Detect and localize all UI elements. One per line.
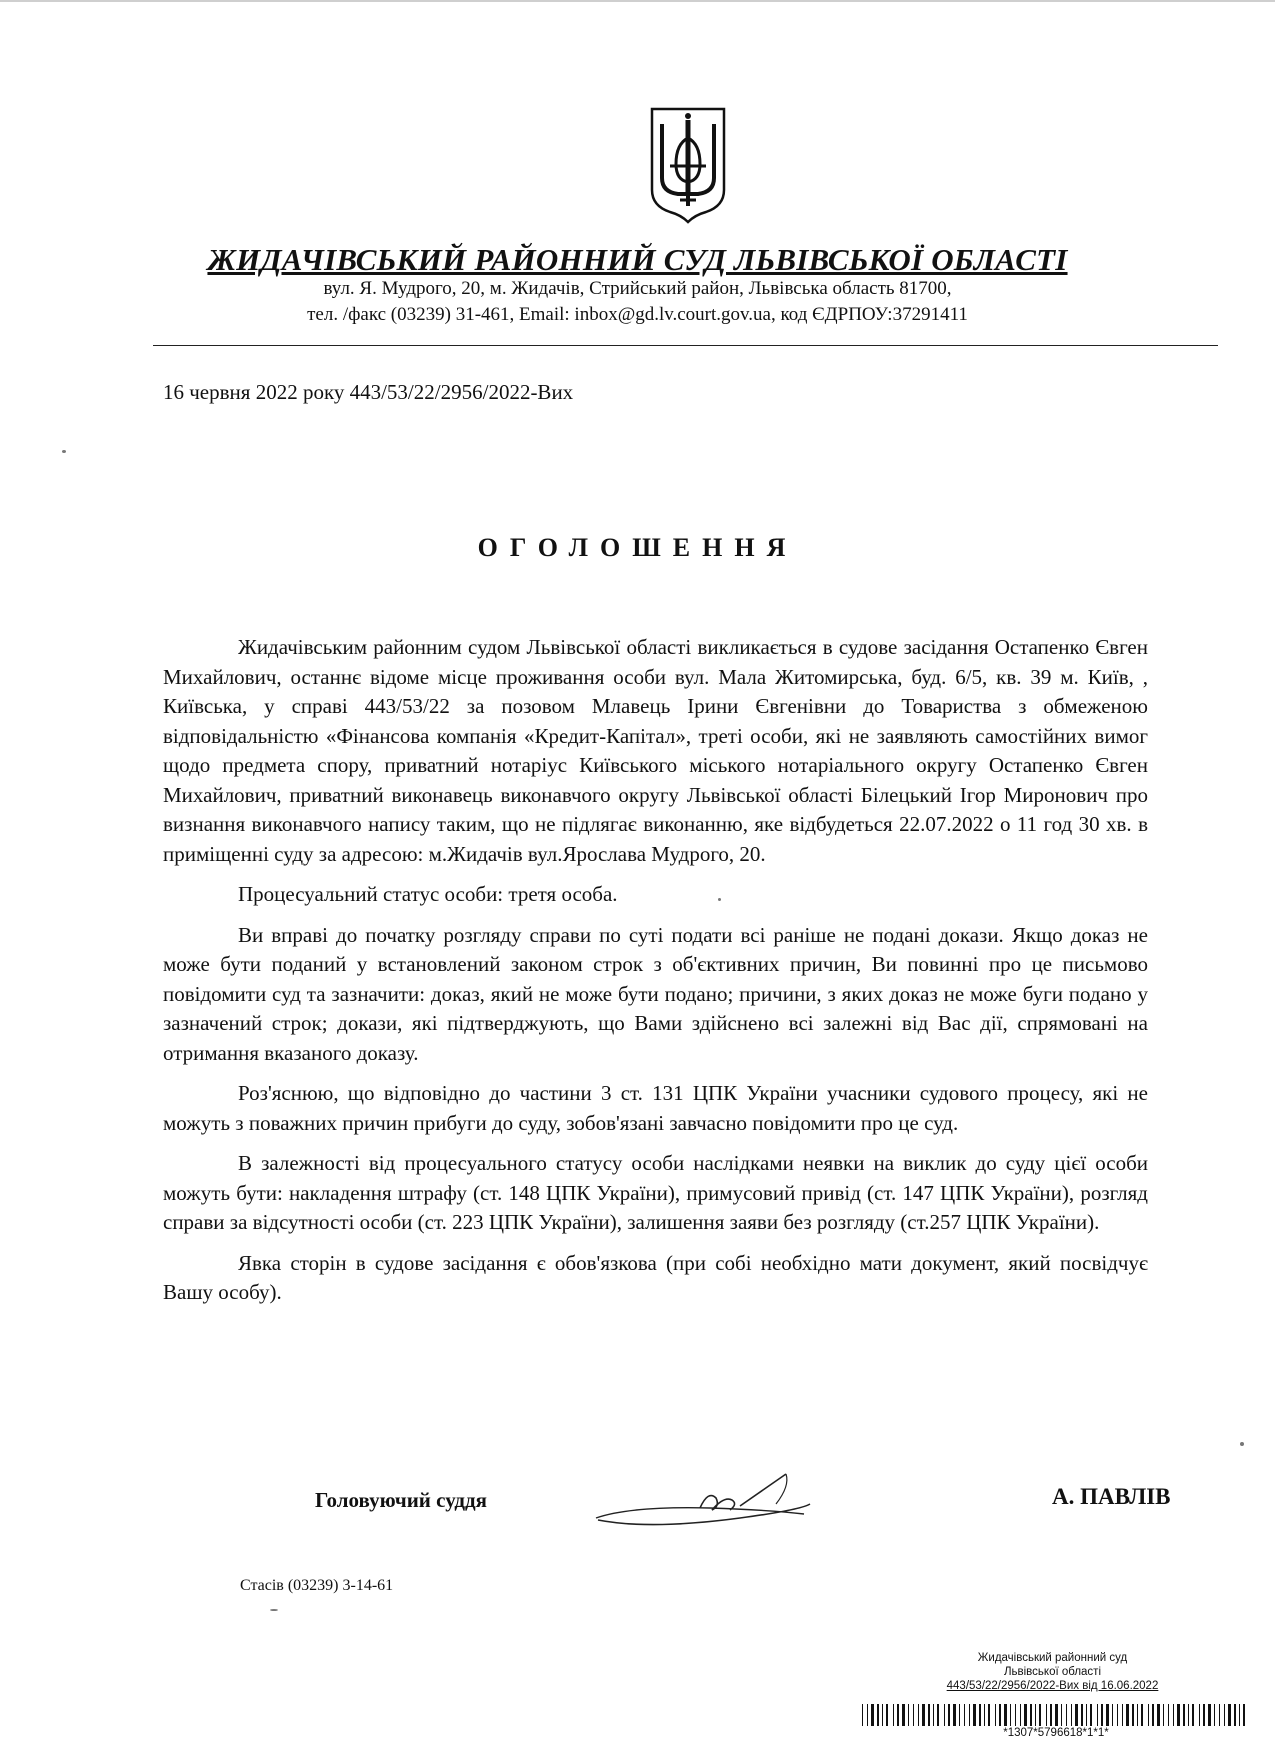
barcode-bar [1066, 1704, 1067, 1726]
barcode-bar [1055, 1704, 1058, 1726]
barcode-bar [1090, 1704, 1092, 1726]
barcode-bar [913, 1704, 914, 1726]
barcode-bar [933, 1704, 934, 1726]
barcode-bar [944, 1704, 945, 1726]
barcode-bar [862, 1704, 863, 1726]
barcode-bar [1024, 1704, 1027, 1726]
barcode-bar [1228, 1704, 1231, 1726]
scan-speck [270, 1609, 278, 1611]
document-title: ОГОЛОШЕННЯ [477, 533, 798, 562]
barcode-bar [959, 1704, 960, 1726]
barcode-bar [1050, 1704, 1052, 1726]
barcode-bar [1188, 1704, 1189, 1726]
barcode-bar [886, 1704, 888, 1726]
barcode-bar [1239, 1704, 1240, 1726]
barcode-bar [918, 1704, 919, 1726]
barcode-bar [922, 1704, 925, 1726]
registration-stamp [855, 1651, 1250, 1693]
barcode-bar [1122, 1704, 1123, 1726]
barcode-number: *1307*5796618*1*1* [1003, 1727, 1109, 1739]
scan-speck [62, 450, 66, 453]
barcode-bar [1177, 1704, 1180, 1726]
barcode-bar [1173, 1704, 1174, 1726]
barcode-bar [1035, 1704, 1036, 1726]
barcode-bar [984, 1704, 985, 1726]
date-and-reference: 16 червня 2022 року 443/53/22/2956/2022-Вих [163, 380, 574, 404]
stamp-region-line: Львівської області [1003, 1666, 1101, 1678]
paragraph-attendance: Явка сторін в судове засідання є обов'язкова (при собі необхідно мати документ, який посвідчує Вашу особу). [163, 1250, 1148, 1304]
barcode-bar [1015, 1704, 1016, 1726]
executor-contact: Стасів (03239) 3-14-61 [240, 1577, 394, 1594]
court-contacts: тел. /факс (03239) 31-461, Email: inbox@gd.lv.court.gov.ua, код ЄДРПОУ:37291411 [307, 304, 968, 325]
barcode-bar [1168, 1704, 1169, 1726]
barcode-bar [964, 1704, 965, 1726]
barcode-bar [979, 1704, 981, 1726]
barcode-bar [1219, 1704, 1220, 1726]
barcode-bar [1061, 1704, 1062, 1726]
barcode-bar [999, 1704, 1001, 1726]
barcode [860, 1704, 1252, 1726]
court-address: вул. Я. Мудрого, 20, м. Жидачів, Стрийський район, Львівська область 81700, [323, 278, 952, 299]
barcode-bar [1010, 1704, 1011, 1726]
barcode-bar [1112, 1704, 1113, 1726]
barcode-bar [1106, 1704, 1109, 1726]
barcode-bar [1183, 1704, 1185, 1726]
barcode-bar [897, 1704, 899, 1726]
barcode-bar [1075, 1704, 1078, 1726]
barcode-bar [1163, 1704, 1164, 1726]
scan-speck [718, 898, 721, 901]
paragraph-status: Процесуальний статус особи: третя особа. [238, 882, 618, 906]
barcode-bar [1148, 1704, 1149, 1726]
judge-title: Головуючий суддя [315, 1488, 487, 1512]
barcode-bar [1097, 1704, 1098, 1726]
barcode-bar [1152, 1704, 1154, 1726]
barcode-bar [1208, 1704, 1211, 1726]
barcode-bar [1203, 1704, 1205, 1726]
barcode-bar [1126, 1704, 1129, 1726]
stamp-court-line: Жидачівський районний суд [977, 1652, 1128, 1664]
barcode-bar [882, 1704, 883, 1726]
barcode-bar [973, 1704, 976, 1726]
barcode-bar [969, 1704, 970, 1726]
barcode-bar [1081, 1704, 1083, 1726]
barcode-bar [1199, 1704, 1200, 1726]
barcode-bar [1004, 1704, 1007, 1726]
barcode-bar [1192, 1704, 1194, 1726]
barcode-bar [871, 1704, 874, 1726]
paragraph-evidence: Ви вправі до початку розгляду справи по суті подати всі раніше не подані докази. Якщо доказ не може бути поданий у встановлений законом строк з об'єктивних причин, Ви повинні про це письмово повідомити суд та зазначити: доказ, який не може бути подано; причини, з яких доказ не може буги подано у зазначений строк; докази, які підтверджують, що Вами здійснено всі залежні від Вас дії, спрямовані на отримання вказаного доказу. [163, 922, 1148, 1065]
barcode-bar [1117, 1704, 1118, 1726]
barcode-bar [1046, 1704, 1047, 1726]
paragraph-summons: Жидачівським районним судом Львівської області викликається в судове засідання Остапенко Євген Михайлович, останнє відоме місце проживання особи вул. Мала Житомирська, буд. 6/5, кв. 39 м. Київ, , Київська, у справі 443/53/22 за позовом Млавець Ірини Євгенівни до Товариства з обмеженою відповідальністю «Фінансова компанія «Кредит-Капітал», треті особи, які не заявляють самостійних вимог щодо предмета спору, приватний нотаріус Київського міського нотаріального округу Остапенко Євген Михайлович, приватний виконавець виконавчого округу Львівської області Білецький Ігор Миронович про визнання виконавчого напису таким, що не підлягає виконанню, яке відбудеться 22.07.2022 о 11 год 30 хв. в приміщенні суду за адресою: м.Жидачів вул.Ярослава Мудрого, 20. [163, 635, 1148, 866]
barcode-bar [937, 1704, 939, 1726]
barcode-bar [1071, 1704, 1072, 1726]
barcode-bar [1157, 1704, 1160, 1726]
barcode-bar [902, 1704, 905, 1726]
barcode-bar [988, 1704, 990, 1726]
barcode-bar [908, 1704, 909, 1726]
barcode-bar [1132, 1704, 1134, 1726]
document-body [163, 633, 1148, 1319]
barcode-bar [1141, 1704, 1143, 1726]
barcode-bar [1086, 1704, 1087, 1726]
barcode-bar [1234, 1704, 1236, 1726]
court-name: ЖИДАЧІВСЬКИЙ РАЙОННИЙ СУД ЛЬВІВСЬКОЇ ОБЛАСТІ [207, 242, 1068, 277]
barcode-bar [1101, 1704, 1103, 1726]
scan-edge [0, 0, 1275, 2]
barcode-bar [1020, 1704, 1021, 1726]
handwritten-signature [590, 1468, 825, 1538]
header-divider [153, 345, 1218, 346]
coat-of-arms-icon [648, 106, 728, 224]
barcode-bar [1030, 1704, 1032, 1726]
barcode-bar [1214, 1704, 1215, 1726]
judge-name: А. ПАВЛІВ [1052, 1484, 1171, 1509]
barcode-bar [867, 1704, 868, 1726]
barcode-bar [1243, 1704, 1245, 1726]
barcode-bar [995, 1704, 996, 1726]
barcode-bar [877, 1704, 879, 1726]
barcode-bar [893, 1704, 894, 1726]
stamp-reference-line: 443/53/22/2956/2022-Вих від 16.06.2022 [946, 1680, 1159, 1692]
barcode-bar [928, 1704, 930, 1726]
barcode-bar [1137, 1704, 1138, 1726]
barcode-bar [1039, 1704, 1041, 1726]
paragraph-explanation: Роз'яснюю, що відповідно до частини 3 ст. 131 ЦПК України учасники судового процесу, які не можуть з поважних причин прибуги до суду, зобов'язані завчасно повідомити про це суд. [163, 1081, 1148, 1135]
scan-speck [1240, 1442, 1244, 1446]
paragraph-consequences: В залежності від процесуального статусу особи наслідками неявки на виклик до суду цієї особи можуть бути: накладення штрафу (ст. 148 ЦПК України), примусовий привід (ст. 147 ЦПК України), розгляд справи за відсутності особи (ст. 223 ЦПК України), залишення заяви без розгляду (ст.257 ЦПК України). [163, 1151, 1148, 1234]
barcode-bar [1224, 1704, 1225, 1726]
barcode-bar [948, 1704, 950, 1726]
barcode-bar [953, 1704, 956, 1726]
